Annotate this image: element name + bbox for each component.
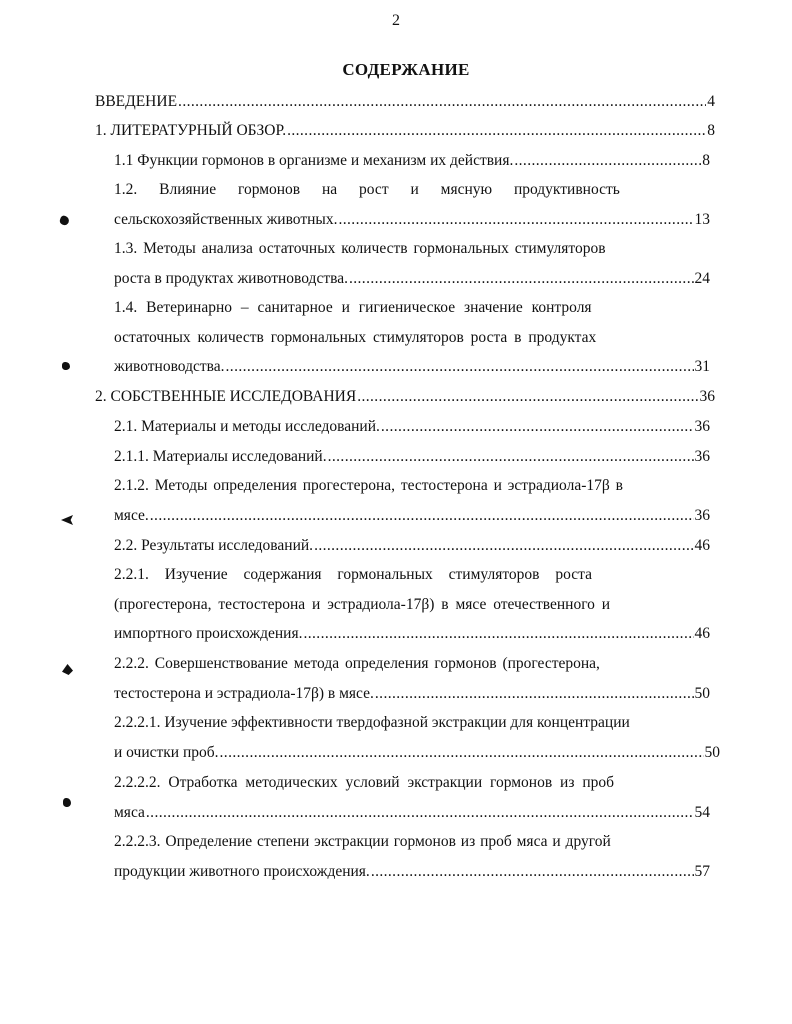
toc-page-number: 50	[694, 684, 710, 702]
toc-page-number: 24	[694, 269, 710, 287]
page-title: СОДЕРЖАНИЕ	[342, 60, 470, 79]
toc-page-number: 36	[694, 448, 710, 465]
toc-page-number: 36	[699, 388, 715, 405]
leader-dots	[146, 798, 694, 828]
toc-entry-text: 2.1.1. Материалы исследований.	[114, 448, 327, 465]
leader-dots	[314, 531, 693, 561]
toc-page-number: 46	[694, 537, 710, 554]
toc-entry-1-2[interactable]	[114, 175, 710, 234]
toc-page-number: 46	[694, 625, 710, 643]
toc-entry-text: остаточных количеств гормональных стимуляторов роста в продуктах	[114, 328, 597, 346]
toc-entry-2-2-2-3[interactable]	[114, 827, 710, 886]
leader-dots	[375, 679, 694, 709]
leader-dots	[357, 382, 698, 412]
binding-hole-mark	[63, 798, 71, 807]
toc-entry-2-2[interactable]	[114, 531, 710, 561]
binding-hole-mark	[62, 664, 73, 675]
leader-dots	[328, 442, 694, 472]
toc-entry-2-2-2-2[interactable]	[114, 768, 710, 827]
toc-entry-text: 1.3. Методы анализа остаточных количеств гормональных стимуляторов	[114, 240, 606, 257]
toc-entry-text: 1.1 Функции гормонов в организме и механизм их действия.	[114, 152, 514, 169]
toc-entry-text: 2.2.2.3. Определение степени экстракции гормонов из проб мяса и другой	[114, 833, 611, 850]
toc-entry-2-1-2[interactable]	[114, 471, 710, 530]
toc-entry-2-2-1[interactable]	[114, 560, 710, 649]
toc-page-number: 8	[707, 122, 715, 139]
toc-entry-1-3[interactable]	[114, 234, 710, 293]
toc-entry-text: 2.1.2. Методы определения прогестерона, тестостерона и эстрадиола-17β в	[114, 477, 623, 494]
toc-entry-text: 2.2.1. Изучение содержания гормональных стимуляторов роста	[114, 566, 592, 583]
leader-dots	[220, 738, 704, 768]
toc-entry-text: тестостерона и эстрадиола-17β) в мясе.	[114, 684, 374, 702]
leader-dots	[226, 352, 694, 382]
binding-hole-mark	[61, 515, 73, 525]
toc-entry-text: животноводства.	[114, 358, 225, 376]
leader-dots	[381, 412, 694, 442]
toc-entry-2-1[interactable]	[114, 412, 710, 442]
toc-entry-text: ВВЕДЕНИЕ	[95, 93, 178, 110]
leader-dots	[178, 87, 706, 117]
toc-entry-text: 2.1. Материалы и методы исследований.	[114, 418, 380, 435]
toc-entry-introduction[interactable]	[95, 87, 715, 117]
toc-page-number: 57	[694, 862, 710, 880]
binding-hole-mark	[59, 215, 71, 227]
leader-dots	[150, 501, 694, 531]
toc-entry-2-2-2-1[interactable]	[114, 708, 720, 767]
toc-page-number: 36	[694, 418, 710, 435]
toc-entry-2-1-1[interactable]	[114, 442, 710, 472]
leader-dots	[371, 857, 694, 887]
toc-entry-text: 2.2. Результаты исследований.	[114, 537, 314, 554]
leader-dots	[349, 264, 694, 294]
toc-page-number: 31	[694, 358, 710, 376]
leader-dots	[338, 205, 693, 235]
toc-page-number: 13	[694, 210, 710, 228]
page-number: 2	[392, 12, 400, 29]
toc-entry-text: роста в продуктах животноводства.	[114, 269, 348, 287]
toc-entry-text: (прогестерона, тестостерона и эстрадиола-17β) в мясе отечественного и	[114, 595, 611, 613]
toc-entry-own-research[interactable]	[95, 382, 715, 412]
toc-entry-literature-review[interactable]	[95, 116, 715, 146]
toc-entry-text: 2.2.2.1. Изучение эффективности твердофазной экстракции для концентрации	[114, 714, 630, 731]
toc-page-number: 4	[707, 93, 715, 110]
toc-entry-text: сельскохозяйственных животных.	[114, 210, 338, 228]
leader-dots	[303, 619, 693, 649]
toc-entry-text: мясе.	[114, 506, 149, 524]
toc-page-number: 36	[694, 506, 710, 524]
toc-entry-text: 1.2. Влияние гормонов на рост и мясную продуктивность	[114, 181, 620, 198]
toc-entry-1-4[interactable]	[114, 293, 710, 382]
toc-page-number: 50	[704, 743, 720, 761]
binding-hole-mark	[62, 362, 70, 370]
leader-dots	[514, 146, 701, 176]
toc-entry-text: 1.4. Ветеринарно – санитарное и гигиеническое значение контроля	[114, 299, 592, 316]
toc-entry-1-1[interactable]	[114, 146, 710, 176]
toc-entry-text: 2. СОБСТВЕННЫЕ ИССЛЕДОВАНИЯ	[95, 388, 357, 405]
leader-dots	[287, 116, 706, 146]
toc-entry-text: 1. ЛИТЕРАТУРНЫЙ ОБЗОР.	[95, 122, 287, 139]
toc-entry-text: продукции животного происхождения.	[114, 862, 370, 880]
toc-entry-text: и очистки проб.	[114, 743, 219, 761]
toc-entry-text: 2.2.2.2. Отработка методических условий экстракции гормонов из проб	[114, 774, 615, 791]
toc-page-number: 54	[694, 803, 710, 821]
toc-page-number: 8	[702, 152, 710, 169]
toc-entry-text: импортного происхождения.	[114, 625, 303, 643]
toc-entry-text: мяса	[114, 803, 145, 821]
toc-entry-text: 2.2.2. Совершенствование метода определения гормонов (прогестерона,	[114, 655, 600, 672]
toc-entry-2-2-2[interactable]	[114, 649, 710, 708]
